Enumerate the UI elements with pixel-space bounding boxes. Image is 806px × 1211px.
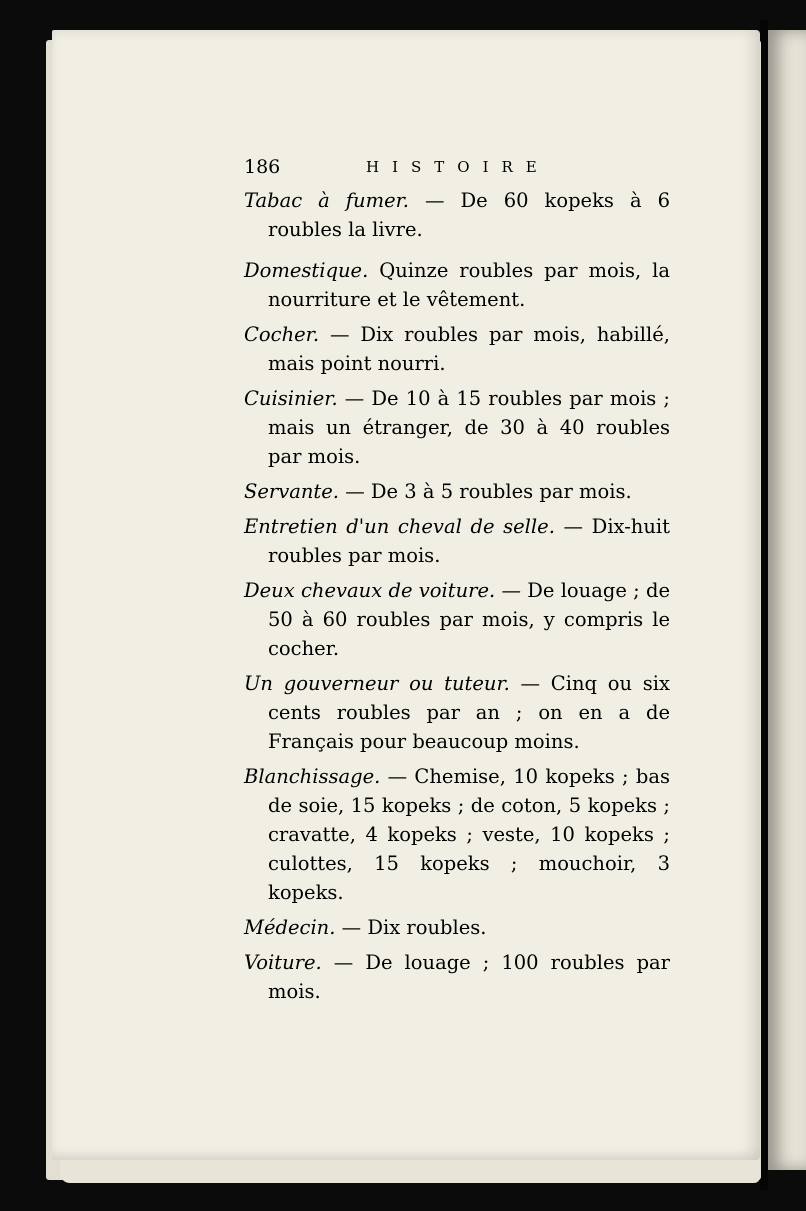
entry-term: Cocher. — [244, 323, 320, 346]
entry-text: — De 3 à 5 roubles par mois. — [339, 480, 632, 503]
facing-page-edge — [768, 30, 806, 1170]
entry-term: Voiture. — [244, 951, 322, 974]
entry-term: Médecin. — [244, 916, 336, 939]
entry-text: — De 10 à 15 roubles par mois ; mais un étranger, de 30 à 40 roubles par mois. — [268, 387, 670, 468]
list-item — [244, 320, 670, 378]
list-item — [244, 762, 670, 907]
entry-text: — Dix roubles par mois, habillé, mais point nourri. — [268, 323, 670, 375]
list-item — [244, 669, 670, 756]
running-title: HISTOIRE — [366, 158, 550, 176]
entry-text: — Cinq ou six cents roubles par an ; on en a de Français pour beaucoup moins. — [268, 672, 670, 753]
list-item — [244, 384, 670, 471]
price-list — [244, 186, 670, 1012]
entry-term: Blanchissage. — [244, 765, 381, 788]
entry-term: Entretien d'un cheval de selle. — [244, 515, 555, 538]
entry-text: — De 60 kopeks à 6 roubles la livre. — [268, 189, 670, 241]
entry-text: — Chemise, 10 kopeks ; bas de soie, 15 kopeks ; de coton, 5 kopeks ; cravatte, 4 kopeks ; veste, 10 kopeks ; culottes, 15 kopeks ; mouchoir, 3 kopeks. — [268, 765, 670, 904]
entry-text: — De louage ; de 50 à 60 roubles par mois, y compris le cocher. — [268, 579, 670, 660]
running-head — [244, 156, 664, 180]
entry-term: Servante. — [244, 480, 339, 503]
entry-text: — Dix roubles. — [335, 916, 487, 939]
entry-text: Quinze roubles par mois, la nourriture et le vêtement. — [268, 259, 670, 311]
entry-term: Cuisinier. — [244, 387, 338, 410]
entry-text: — De louage ; 100 roubles par mois. — [268, 951, 670, 1003]
page-number: 186 — [244, 156, 281, 178]
list-item — [244, 576, 670, 663]
book-gutter — [760, 20, 768, 1190]
entry-text: — Dix-huit roubles par mois. — [268, 515, 670, 567]
list-item — [244, 477, 670, 506]
list-item — [244, 512, 670, 570]
list-item — [244, 186, 670, 244]
entry-term: Domestique. — [244, 259, 369, 282]
entry-term: Deux chevaux de voiture. — [244, 579, 496, 602]
entry-term: Tabac à fumer. — [244, 189, 409, 212]
list-item — [244, 913, 670, 942]
list-item — [244, 256, 670, 314]
entry-term: Un gouverneur ou tuteur. — [244, 672, 510, 695]
list-item — [244, 948, 670, 1006]
